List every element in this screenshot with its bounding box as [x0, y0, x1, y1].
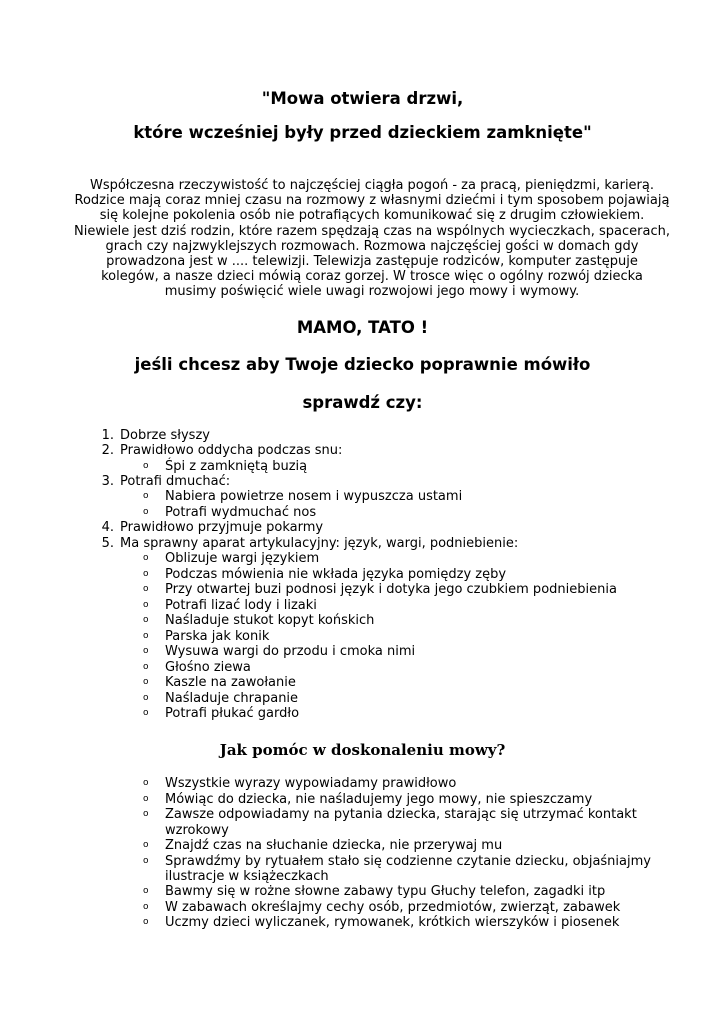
- intro-line: się kolejne pokolenia osób nie potrafiących komunikować się z drugim człowiekiem.: [99, 208, 645, 224]
- help-item-text: ilustracje w książeczkach: [165, 869, 329, 884]
- appeal-heading: MAMO, TATO !: [296, 318, 429, 337]
- bullet-marker: o: [143, 917, 149, 927]
- bullet-marker: o: [143, 584, 149, 594]
- bullet-marker: o: [143, 840, 149, 850]
- list-number: 1.: [101, 428, 114, 443]
- help-item-text: Uczmy dzieci wyliczanek, rymowanek, krótkich wierszyków i piosenek: [165, 915, 620, 930]
- help-item-text: Sprawdźmy by rytuałem stało się codzienne czytanie dziecku, objaśniajmy: [165, 854, 651, 869]
- bullet-marker: o: [143, 662, 149, 672]
- bullet-marker: o: [143, 553, 149, 563]
- list-item-text: Śpi z zamkniętą buzią: [165, 459, 308, 474]
- bullet-marker: o: [143, 615, 149, 625]
- list-item-text: Przy otwartej buzi podnosi język i dotyka jego czubkiem podniebienia: [165, 582, 617, 597]
- intro-line: Niewiele jest dziś rodzin, które razem spędzają czas na wspólnych wycieczkach, spacerach,: [74, 223, 670, 239]
- bullet-marker: o: [143, 569, 149, 579]
- intro-line: prowadzona jest w .... telewizji. Telewizja zastępuje rodziców, komputer zastępuje: [106, 254, 638, 270]
- bullet-marker: o: [143, 778, 149, 788]
- heading-line-2: które wcześniej były przed dzieckiem zamknięte": [133, 123, 592, 142]
- bullet-marker: o: [143, 902, 149, 912]
- list-item-text: Ma sprawny aparat artykulacyjny: język, wargi, podniebienie:: [120, 536, 519, 551]
- list-number: 2.: [101, 443, 114, 458]
- intro-line: Rodzice mają coraz mniej czasu na rozmowy z własnymi dziećmi i tym sposobem pojawiają: [74, 193, 670, 209]
- bullet-marker: o: [143, 646, 149, 656]
- list-item-text: Nabiera powietrze nosem i wypuszcza ustami: [165, 489, 463, 504]
- help-item-text: Bawmy się w rożne słowne zabawy typu Głuchy telefon, zagadki itp: [165, 884, 606, 899]
- help-item-text: Zawsze odpowiadamy na pytania dziecka, starając się utrzymać kontakt: [165, 807, 637, 822]
- list-number: 4.: [101, 520, 114, 535]
- list-item-text: Potrafi wydmuchać nos: [165, 505, 317, 520]
- bullet-marker: o: [143, 507, 149, 517]
- list-item-text: Dobrze słyszy: [120, 428, 210, 443]
- list-item-text: Wysuwa wargi do przodu i cmoka nimi: [165, 644, 416, 659]
- help-item-text: wzrokowy: [165, 823, 229, 838]
- bullet-marker: o: [143, 693, 149, 703]
- list-item-text: Podczas mówienia nie wkłada języka pomiędzy zęby: [165, 567, 507, 582]
- appeal-subheading: jeśli chcesz aby Twoje dziecko poprawnie mówiło: [134, 355, 591, 374]
- bullet-marker: o: [143, 809, 149, 819]
- help-heading: Jak pomóc w doskonaleniu mowy?: [219, 741, 506, 759]
- bullet-marker: o: [143, 794, 149, 804]
- help-item-text: Znajdź czas na słuchanie dziecka, nie przerywaj mu: [165, 838, 503, 853]
- bullet-marker: o: [143, 886, 149, 896]
- intro-paragraph: [70, 178, 674, 300]
- help-item-text: Mówiąc do dziecka, nie naśladujemy jego mowy, nie spieszczamy: [165, 792, 593, 807]
- intro-line: Współczesna rzeczywistość to najczęściej ciągła pogoń - za pracą, pieniędzmi, karierą.: [89, 178, 655, 193]
- list-item-text: Naśladuje stukot kopyt końskich: [165, 613, 375, 628]
- list-item-text: Głośno ziewa: [165, 660, 251, 675]
- list-number: 3.: [101, 474, 114, 489]
- bullet-marker: o: [143, 461, 149, 471]
- list-item-text: Potrafi dmuchać:: [120, 474, 231, 489]
- list-item-text: Prawidłowo oddycha podczas snu:: [120, 443, 343, 458]
- bullet-marker: o: [143, 631, 149, 641]
- bullet-marker: o: [143, 677, 149, 687]
- list-item-text: Oblizuje wargi językiem: [165, 551, 320, 566]
- bullet-marker: o: [143, 708, 149, 718]
- intro-line: musimy poświęcić wiele uwagi rozwojowi jego mowy i wymowy.: [164, 284, 580, 300]
- bullet-marker: o: [143, 856, 149, 866]
- list-number: 5.: [101, 536, 114, 551]
- list-item-text: Potrafi lizać lody i lizaki: [165, 598, 317, 613]
- bullet-marker: o: [143, 600, 149, 610]
- intro-line: grach czy najzwyklejszych rozmowach. Rozmowa najczęściej gości w domach gdy: [105, 238, 639, 254]
- help-item-text: Wszystkie wyrazy wypowiadamy prawidłowo: [165, 776, 457, 791]
- list-item-text: Naśladuje chrapanie: [165, 691, 299, 706]
- intro-line: kolegów, a nasze dzieci mówią coraz gorzej. W trosce więc o ogólny rozwój dziecka: [101, 269, 643, 285]
- list-item-text: Parska jak konik: [165, 629, 270, 644]
- bullet-marker: o: [143, 491, 149, 501]
- appeal-question: sprawdź czy:: [302, 393, 423, 412]
- list-item-text: Kaszle na zawołanie: [165, 675, 296, 690]
- list-item-text: Prawidłowo przyjmuje pokarmy: [120, 520, 324, 535]
- list-item-text: Potrafi płukać gardło: [165, 706, 300, 721]
- help-item-text: W zabawach określajmy cechy osób, przedmiotów, zwierząt, zabawek: [165, 900, 621, 915]
- heading-line-1: "Mowa otwiera drzwi,: [261, 89, 464, 108]
